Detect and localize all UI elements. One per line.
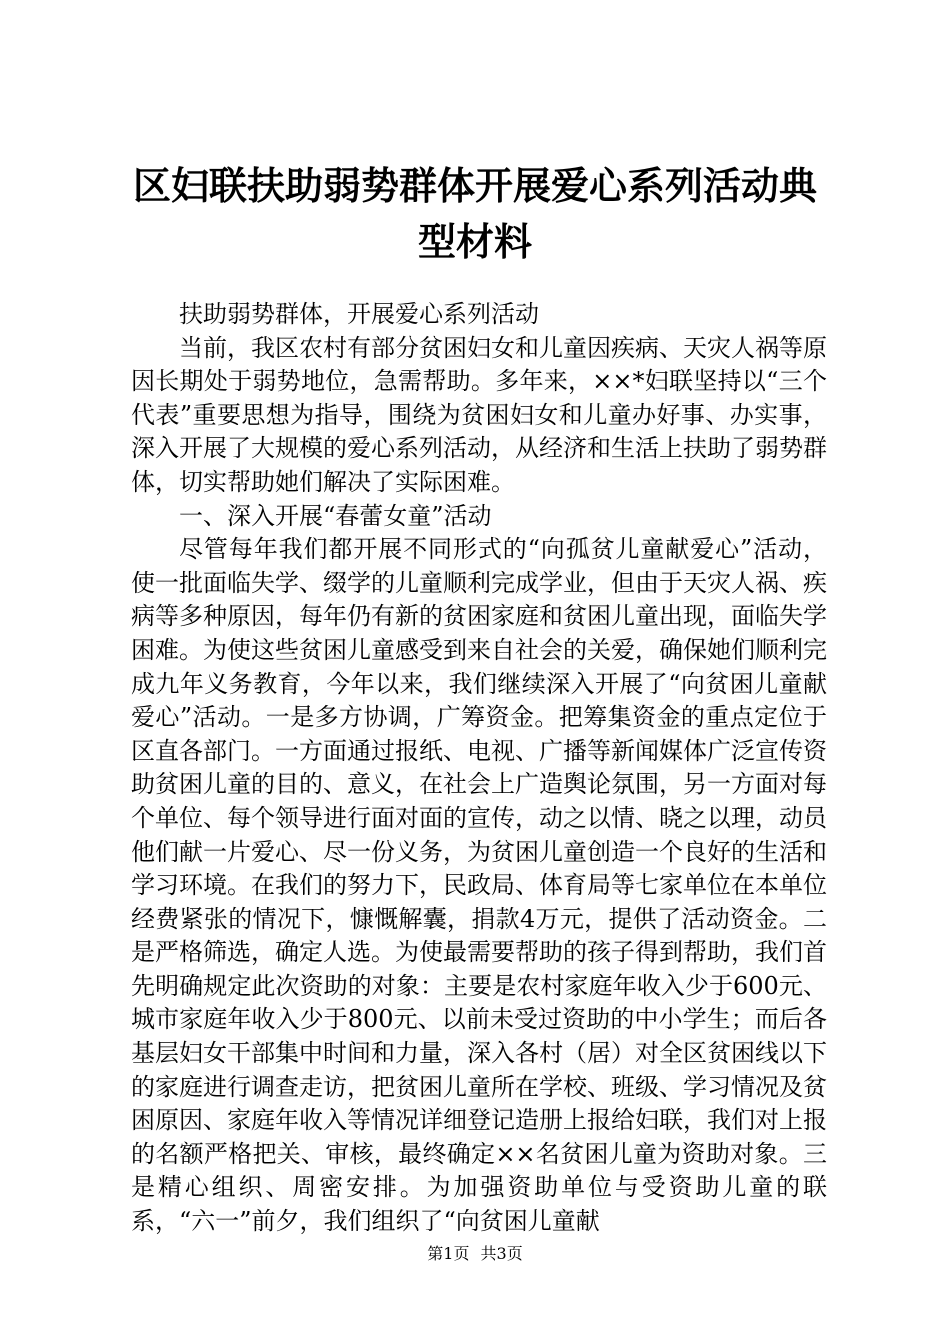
body-paragraph: 尽管每年我们都开展不同形式的“向孤贫儿童献爱心”活动，使一批面临失学、缀学的儿童顺利完成学业，但由于天灾人祸、疾病等多种原因，每年仍有新的贫困家庭和贫困儿童出现，面临失学困难。为使这些贫困儿童感受到来自社会的关爱，确保她们顺利完成九年义务教育，今年以来，我们继续深入开展了“向贫困儿童献爱心”活动。一是多方协调，广筹资金。把筹集资金的重点定位于区直各部门。一方面通过报纸、电视、广播等新闻媒体广泛宣传资助贫困儿童的目的、意义，在社会上广造舆论氛围，另一方面对每个单位、每个领导进行面对面的宣传，动之以情、晓之以理，动员他们献一片爱心、尽一份义务，为贫困儿童创造一个良好的生活和学习环境。在我们的努力下，民政局、体育局等七家单位在本单位经费紧张的情况下，慷慨解囊，捐款4万元，提供了活动资金。二是严格筛选，确定人选。为使最需要帮助的孩子得到帮助，我们首先明确规定此次资助的对象：主要是农村家庭年收入少于600元、城市家庭年收入少于800元、以前未受过资助的中小学生；而后各基层妇女干部集中时间和力量，深入各村（居）对全区贫困线以下的家庭进行调查走访，把贫困儿童所在学校、班级、学习情况及贫困原因、家庭年收入等情况详细登记造册上报给妇联，我们对上报的名额严格把关、审核，最终确定××名贫困儿童为资助对象。三是精心组织、周密安排。为加强资助单位与受资助儿童的联系，“六一”前夕，我们组织了“向贫困儿童献	[131, 535, 827, 1236]
section-heading: 一、深入开展“春蕾女童”活动	[179, 501, 492, 530]
page-number: 第1页	[427, 1244, 470, 1263]
intro-paragraph: 当前，我区农村有部分贫困妇女和儿童因疾病、天灾人祸等原因长期处于弱势地位，急需帮助。多年来，××*妇联坚持以“三个代表”重要思想为指导，围绕为贫困妇女和儿童办好事、办实事，深入开展了大规模的爱心系列活动，从经济和生活上扶助了弱势群体，切实帮助她们解决了实际困难。	[131, 333, 827, 496]
page-total: 共3页	[480, 1244, 523, 1263]
document-body	[131, 298, 827, 1239]
document-title: 区妇联扶助弱势群体开展爱心系列活动典型材料	[132, 164, 817, 264]
page-footer	[0, 1244, 950, 1264]
subtitle-paragraph: 扶助弱势群体，开展爱心系列活动	[179, 300, 539, 328]
